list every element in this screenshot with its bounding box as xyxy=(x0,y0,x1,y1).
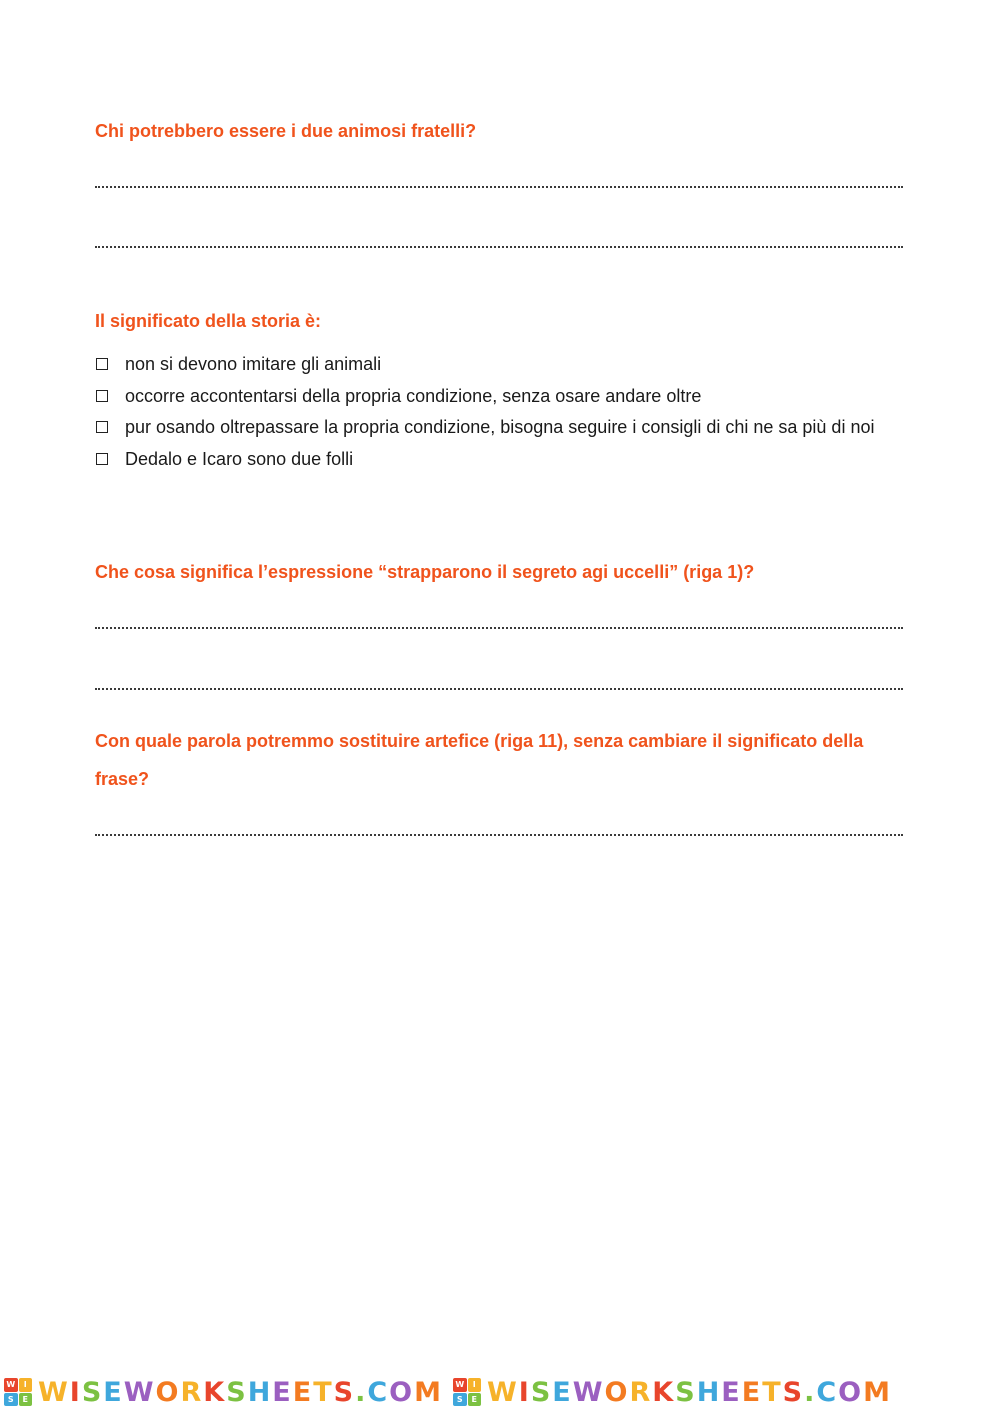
option-item[interactable] xyxy=(95,381,895,413)
option-label: pur osando oltrepassare la propria condizione, bisogna seguire i consigli di chi ne sa più di noi xyxy=(125,417,875,437)
logo-letter: W xyxy=(453,1378,467,1392)
checkbox-icon[interactable] xyxy=(96,390,108,402)
footer-watermark xyxy=(0,1372,1000,1412)
answer-line[interactable] xyxy=(95,688,903,690)
option-label: Dedalo e Icaro sono due folli xyxy=(125,448,354,469)
option-label: non si devono imitare gli animali xyxy=(125,354,382,374)
logo-letter: E xyxy=(19,1393,33,1407)
checkbox-icon[interactable] xyxy=(96,453,108,465)
checkbox-icon[interactable] xyxy=(96,358,108,370)
answer-line[interactable] xyxy=(95,246,903,248)
answer-line[interactable] xyxy=(95,186,903,188)
logo-letter: E xyxy=(468,1393,482,1407)
logo-letter: S xyxy=(4,1393,18,1407)
answer-line[interactable] xyxy=(95,627,903,629)
logo-letter: W xyxy=(4,1378,18,1392)
wise-logo-icon xyxy=(4,1378,32,1406)
watermark-text: WISEWORKSHEETS.COM xyxy=(487,1376,892,1408)
logo-letter: S xyxy=(453,1393,467,1407)
question-brothers: Chi potrebbero essere i due animosi fratelli? xyxy=(95,121,477,141)
watermark-brand xyxy=(0,1377,443,1408)
answer-line[interactable] xyxy=(95,834,903,836)
option-item[interactable] xyxy=(95,444,895,476)
wise-logo-icon xyxy=(453,1378,481,1406)
option-item[interactable] xyxy=(95,412,895,444)
option-item[interactable] xyxy=(95,349,895,381)
option-label: occorre accontentarsi della propria condizione, senza osare andare oltre xyxy=(125,385,702,406)
question-expression: Che cosa significa l’espressione “strapparono il segreto agi uccelli” (riga 1)? xyxy=(95,562,755,582)
question-synonym: Con quale parola potremmo sostituire artefice (riga 11), senza cambiare il significato della frase? xyxy=(95,731,864,789)
question-story-meaning: Il significato della storia è: xyxy=(95,311,322,331)
options-list xyxy=(95,349,895,475)
logo-letter: I xyxy=(19,1378,33,1392)
logo-letter: I xyxy=(468,1378,482,1392)
watermark-text: WISEWORKSHEETS.COM xyxy=(38,1376,443,1408)
watermark-brand xyxy=(449,1377,892,1408)
checkbox-icon[interactable] xyxy=(96,421,108,433)
